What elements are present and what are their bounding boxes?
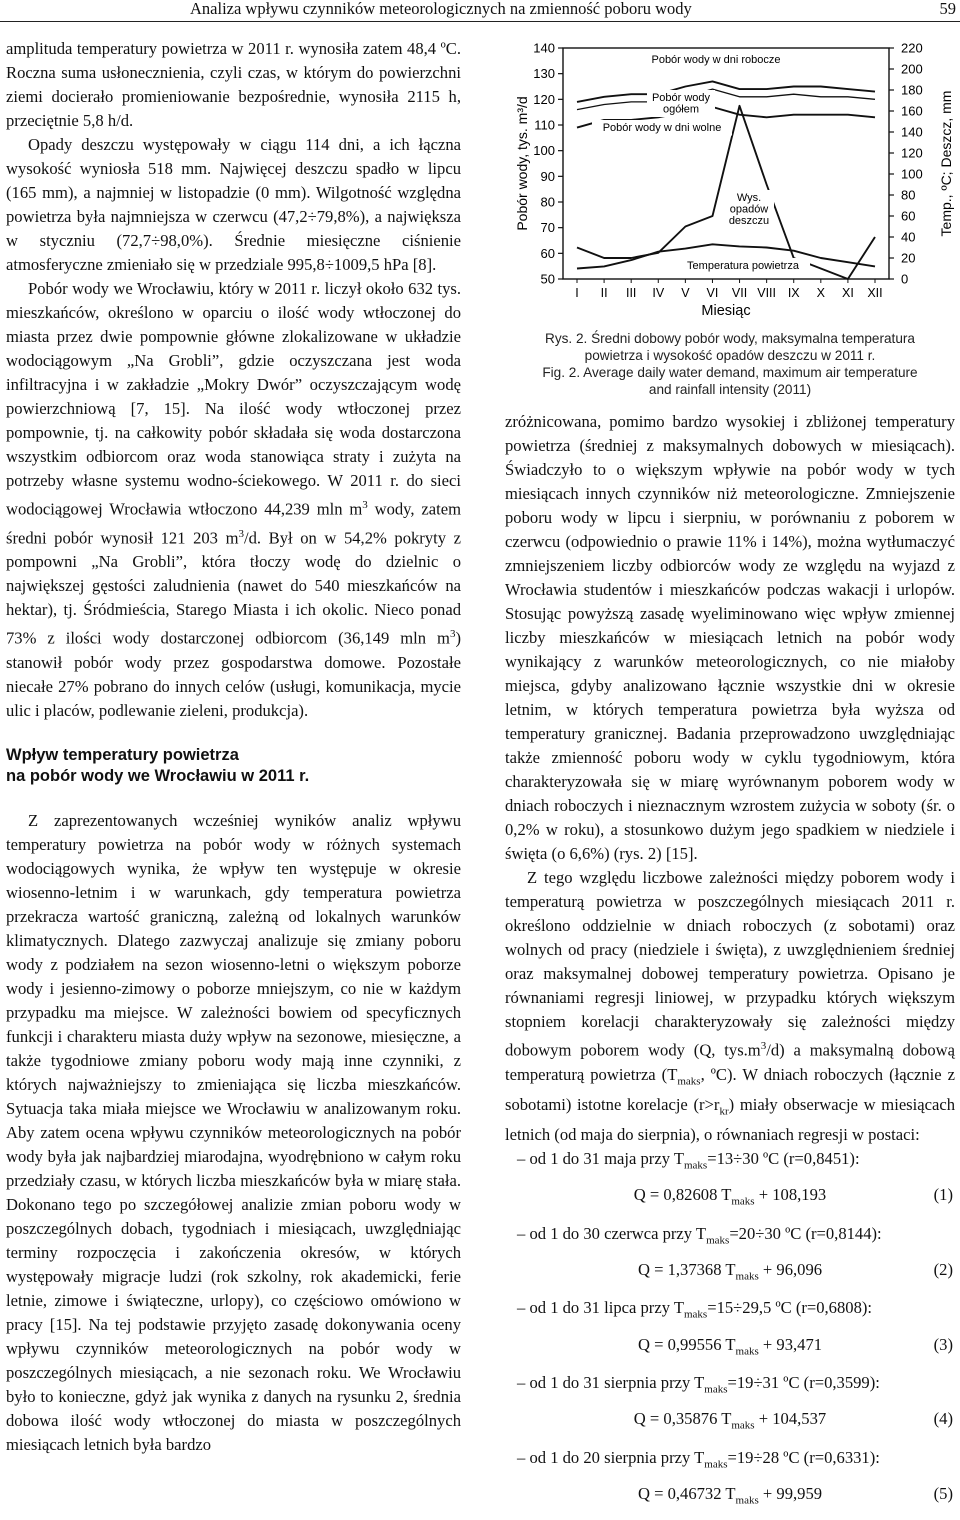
y-tick-label-right: 220 [901,40,923,56]
equation-number: (3) [933,1334,953,1354]
y-axis-label-right: Temp., ºC; Deszcz, mm [938,90,954,237]
equation-condition: – od 1 do 20 sierpnia przy $T_{maks}=19\div 28$ ºC (r=0,6331): [517,1447,880,1470]
equation-condition: – od 1 do 30 czerwca przy $T_{maks}=20\div 30$ ºC (r=0,8144): [517,1223,882,1247]
y-tick-label-right: 20 [901,250,916,266]
paragraph: Z tego względu liczbowe zależności między poborem wody i temperaturą powietrza w poszczególnych miesiącach 2011 r. określono oddzielnie w dniach roboczych (z sobotami) oraz wolnych od pracy (niedziele i święta), z uwzględnieniem średniej oraz maksymalnej dobowej temperatury powietrza. Opisano je równaniami regresji liniowej, w przypadku których większym stopniem korelacji charakteryzowały się zależności między dobowym poborem wody (Q, $tys.m^3/d$) a maksymalną dobową temperaturą powietrza ($T_{maks}$, ºC). W dniach roboczych (łącznie z sobotami) istotne korelacje $(r>r_{kr})$ miały obserwacje w miesiącach letnich (od maja do sierpnia), o równaniach regresji w postaci: [505,868,956,1145]
figure-caption [505,330,955,398]
header-rule [0,21,960,22]
paragraph: Z zaprezentowanych wcześniej wyników analiz wpływu temperatury powietrza na pobór wody w różnych systemach wodociągowych wynika, że wpływ ten występuje w okresie wiosenno-letnim i w warunkach, gdy temperatura powietrza przekracza wartość graniczną, zależną od lokalnych warunków klimatycznych. Dlatego zazwyczaj analizuje się zmiany poboru wody z podziałem na sezon wiosenno-letni o większym poborze wody i jesienno-zimowy o poborze mniejszym, co nie w każdym przypadku ma miejsce. W zależności bowiem od specyficznych funkcji i charakteru miasta duży wpływ na sezonowe, miesięczne, a także tygodniowe zmiany poboru wody mają inne czynniki, z których najważniejszy to zmieniająca się liczba mieszkańców. Sytuacja taka miała miejsce we Wrocławiu w analizowanym roku. Aby zatem ocena wpływu czynników meteorologicznych na pobór wody była jak najbardziej miarodajna, wyodrębniono w całym roku przedziały czasu, w których liczba mieszkańców była w miarę stała. Dokonano tego po szczegółowej analizie zmian poboru wody w poszczególnych dobach, tygodniach i miesiącach, uwzględniając terminy rozpoczęcia i zakończenia okresów, w których występowały migracje ludzi (rok szkolny, rok akademicki, ferie letnie, zimowe i świąteczne, urlopy), co częściowo omówiono w pracy [15]. Na tej podstawie przyjęto zasadę dokonywania oceny wpływu czynników meteorologicznych na pobór wody w poszczególnych miesiącach, a nie sezonach roku. We Wrocławiu było to konieczne, gdyż jak wynika z danych na rysunku 2, średnia dobowa ilość wody wtłoczonej do miasta w poszczególnych miesiącach letnich była bardzo [6,810,461,1454]
water-demand-chart [505,38,960,324]
y-tick-label-right: 80 [901,187,916,203]
label-temperature: Temperatura powietrza [687,260,799,272]
y-tick-label-right: 120 [901,145,923,161]
left-column [6,37,461,1457]
x-tick-label: VII [731,286,748,300]
x-tick-label: III [625,286,637,300]
equation: Q = 1,37368 $T_{maks} + 96,096$ (2) [637,1260,953,1283]
equation-number: (1) [933,1185,953,1205]
equation: Q = 0,82608 $T_{maks} + 108,193$ (1) [633,1185,953,1208]
caption-line: powietrza i wysokość opadów deszczu w 2011 r. [584,348,876,363]
equation: Q = 0,35876 $T_{maks} + 104,537$ (4) [633,1409,953,1432]
caption-line: Rys. 2. Średni dobowy pobór wody, maksymalna temperatura [545,331,915,346]
x-tick-label: VIII [757,286,777,300]
y-tick-label-right: 60 [901,208,916,224]
x-tick-label: I [575,286,579,300]
paragraph: Opady deszczu występowały w ciągu 114 dni, a ich łączna wysokość wyniosła 518 mm. Najwięcej deszczu spadło w lipcu (165 mm), a najmniej w listopadzie (0 mm). Wilgotność względna powietrza była najmniejsza w czerwcu (47,2÷79,8%), a największa w styczniu (72,7÷98,0%). Średnie miesięczne ciśnienie atmosferyczne zmieniało się w przedziale 995,8÷1009,5 hPa [8]. [6,135,461,274]
right-column [505,410,955,1520]
running-head-title: Analiza wpływu czynników meteorologicznych na zmienność poboru wody [190,0,692,18]
equation: Q = 0,99556 $T_{maks} + 93,471$ (3) [637,1334,953,1358]
y-tick-label-right: 200 [901,61,923,77]
equation-condition: – od 1 do 31 maja przy $T_{maks}=13\div 30$ ºC (r=0,8451): [517,1149,860,1172]
x-tick-label: X [816,286,825,300]
equation: Q = 0,46732 $T_{maks} + 99,959$ (5) [637,1483,953,1507]
section-heading: Wpływ temperatury powietrza na pobór wody we Wrocławiu w 2011 r. [6,745,310,785]
series-workday-line [577,81,875,102]
x-tick-label: IV [652,286,665,300]
y-tick-label-left: 60 [540,245,555,261]
y-tick-label-left: 110 [534,117,555,133]
equation-number: (2) [933,1260,953,1280]
y-tick-label-left: 70 [540,220,555,236]
x-tick-label: IX [787,286,800,300]
equation-condition: – od 1 do 31 lipca przy $T_{maks}=15\div 29,5$ ºC (r=0,6808): [517,1298,873,1321]
y-axis-label-left: Pobór wody, tys. m³/d [514,96,530,231]
y-tick-label-left: 100 [533,143,555,159]
y-tick-label-right: 0 [901,271,909,287]
paragraph: Pobór wody we Wrocławiu, który w 2011 r. liczył około 632 tys. mieszkańców, określono w oparciu o ilość wody wtłoczonej do miasta przez dwie pompownie główne zlokalizowane w układzie wodociągowym „Na Grobli”, gdzie oczyszczana jest woda infiltracyjna i w zakładzie „Mokry Dwór” oczyszczającym wodę powierzchniową [7, 15]. Na ilość wody wtłoczonej przez pompownie, tj. na całkowity pobór składała się woda dostarczona wszystkim odbiorcom oraz woda stanowiąca straty i zużyta na potrzeby własne systemu wodno-ściekowego. W 2011 r. do sieci wodociągowej Wrocławia wtłoczono 44,239 mln $m^3$ wody, zatem średni pobór wynosił 121 203 $m^3/d$. Był on w 54,2% pokryty z pompowni „Na Grobli”, która tłoczy wodę do dzielnic o największej gęstości zaludnienia (nawet do 540 mieszkańców na hektar), tj. Śródmieścia, Starego Miasta i ich okolic. Nieco ponad 73% z ilości wody dostarczonej odbiorcom (36,149 mln $m^3$) stanowił pobór wody przez gospodarstwa domowe. Pozostałe niecałe 27% pobrano do innych celów (usługi, komunikacja, mycie ulic i placów, podlewanie zieleni, produkcja). [6,279,461,720]
y-tick-label-left: 120 [533,91,555,107]
caption-line: and rainfall intensity (2011) [648,382,812,397]
series-total-line [577,89,875,110]
equation-number: (4) [933,1409,953,1429]
y-tick-label-right: 160 [901,103,923,119]
label-weekend: Pobór wody w dni wolne [602,122,722,134]
y-tick-label-right: 180 [901,82,923,98]
x-tick-label: VI [706,286,719,300]
y-tick-label-right: 140 [901,124,923,140]
x-tick-label: V [681,286,690,300]
x-tick-label: XII [867,286,883,300]
label-rainfall: deszczu [728,215,770,227]
equation-condition: – od 1 do 31 sierpnia przy $T_{maks}=19\div 31$ ºC (r=0,3599): [517,1373,880,1396]
label-total: Pobór wody [651,92,711,104]
page-number: 59 [939,0,956,18]
x-tick-label: XI [842,286,854,300]
y-tick-label-left: 50 [540,271,555,287]
y-tick-label-left: 90 [540,168,555,184]
label-rainfall: Wys. [736,192,762,204]
x-tick-label: II [600,286,608,300]
equation-number: (5) [933,1483,953,1503]
y-tick-label-right: 100 [901,166,923,182]
y-tick-label-left: 130 [533,66,555,82]
paragraph: zróżnicowana, pomimo bardzo wysokiej i zbliżonej temperatury powietrza (średniej z maksymalnych dobowych w miesiącach). Świadczyło to o większym wpływie na pobór wody w tych miesiącach innych czynników niż meteorologiczne. Zmniejszenie poboru wody w lipcu i sierpniu, w porównaniu z poborem w czerwcu (odpowiednio o prawie 11% i 14%), można wytłumaczyć zmniejszeniem liczby odbiorców wody ze względu na wyjazd z Wrocławia studentów i mieszkańców podczas wakacji i urlopów. Stosując powyższą zasadę wyeliminowano więc wpływ zmiennej liczby mieszkańców w miesiącach letnich na pobór wody wynikający z warunków meteorologicznych, co nie miałoby miejsca, gdyby analizowano łącznie wszystkie dni w okresie letnim, w których temperatura powietrza była wyższa od temperatury granicznej. Badania przeprowadzono uwzględniając także zmienność poboru wody w cyklu tygodniowym, która charakteryzowała się w miarę wyrównanym poborem wody w dniach roboczych i nieznacznym wzrostem zużycia w soboty (śr. o 0,2% w roku), a stosunkowo dużym jego spadkiem w niedziele i święta (o 6,6%) (rys. 2) [15]. [505,412,955,863]
y-tick-label-left: 140 [533,40,555,56]
label-workday: Pobór wody w dni robocze [651,54,781,66]
y-tick-label-right: 40 [901,229,916,245]
y-tick-label-left: 80 [540,194,555,210]
label-rainfall: opadów [729,203,769,216]
paragraph: amplituda temperatury powietrza w 2011 r. wynosiła zatem 48,4 ºC. Roczna suma usłonecznienia, czyli czas, w którym do powierzchni ziemi docierało promieniowanie bezpośrednie, wynosiła 2115 h, przeciętnie 5,8 h/d. [6,39,461,130]
label-total: ogółem [662,103,700,116]
caption-line: Fig. 2. Average daily water demand, maximum air temperature [542,365,918,380]
x-axis-label: Miesiąc [701,303,751,319]
